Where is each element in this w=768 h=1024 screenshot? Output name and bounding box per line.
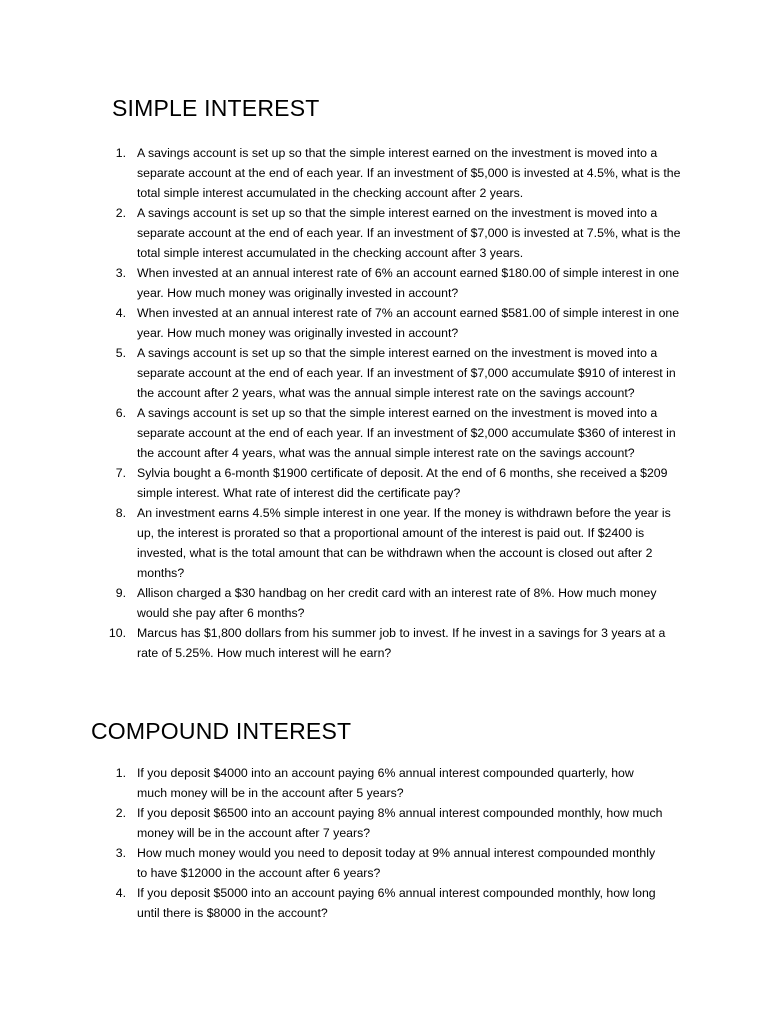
question-item: [106, 143, 686, 203]
simple-interest-heading: SIMPLE INTEREST: [112, 95, 320, 121]
question-item: [106, 303, 686, 343]
compound-interest-heading: COMPOUND INTEREST: [91, 718, 352, 744]
question-text: If you deposit $4000 into an account paying 6% annual interest compounded quarterly, how much money will be in the account after 5 years?: [137, 766, 634, 800]
question-number: 1.: [115, 146, 126, 160]
question-text: If you deposit $6500 into an account paying 8% annual interest compounded monthly, how much money will be in the account after 7 years?: [137, 806, 663, 840]
question-item: [106, 803, 666, 843]
question-text: When invested at an annual interest rate of 7% an account earned $581.00 of simple interest in one year. How much money was originally invested in account?: [137, 306, 680, 340]
question-text: Sylvia bought a 6-month $1900 certificate of deposit. At the end of 6 months, she received a $209 simple interest. What rate of interest did the certificate pay?: [137, 466, 668, 500]
question-number: 7.: [115, 466, 126, 480]
question-text: An investment earns 4.5% simple interest in one year. If the money is withdrawn before the year is up, the interest is prorated so that a proportional amount of the interest is paid out. If $2400 is invested, what is the total amount that can be withdrawn when the account is closed out after 2 months?: [137, 506, 671, 580]
simple-interest-question-list: [106, 143, 686, 663]
question-item: [106, 763, 666, 803]
question-item: [106, 503, 686, 583]
question-item: [106, 403, 686, 463]
question-number: 5.: [115, 346, 126, 360]
question-item: [106, 883, 666, 923]
question-item: [106, 343, 686, 403]
question-number: 2.: [115, 806, 126, 820]
question-text: How much money would you need to deposit today at 9% annual interest compounded monthly to have $12000 in the account after 6 years?: [137, 846, 656, 880]
question-text: When invested at an annual interest rate of 6% an account earned $180.00 of simple interest in one year. How much money was originally invested in account?: [137, 266, 680, 300]
question-text: If you deposit $5000 into an account paying 6% annual interest compounded monthly, how long until there is $8000 in the account?: [137, 886, 656, 920]
question-text: A savings account is set up so that the simple interest earned on the investment is moved into a separate account at the end of each year. If an investment of $2,000 accumulate $360 of interest in the account after 4 years, what was the annual simple interest rate on the savings account?: [137, 406, 676, 460]
question-text: Allison charged a $30 handbag on her credit card with an interest rate of 8%. How much money would she pay after 6 months?: [137, 586, 657, 620]
question-item: [106, 583, 686, 623]
question-item: [106, 843, 666, 883]
question-text: A savings account is set up so that the simple interest earned on the investment is moved into a separate account at the end of each year. If an investment of $7,000 is invested at 7.5%, what is the total simple interest accumulated in the checking account after 3 years.: [137, 206, 681, 260]
question-number: 3.: [115, 846, 126, 860]
question-text: Marcus has $1,800 dollars from his summer job to invest. If he invest in a savings for 3 years at a rate of 5.25%. How much interest will he earn?: [137, 626, 666, 660]
question-number: 4.: [115, 886, 126, 900]
question-number: 1.: [115, 766, 126, 780]
question-item: [106, 203, 686, 263]
question-number: 10.: [108, 626, 126, 640]
question-item: [106, 623, 686, 663]
question-text: A savings account is set up so that the simple interest earned on the investment is moved into a separate account at the end of each year. If an investment of $7,000 accumulate $910 of interest in the account after 2 years, what was the annual simple interest rate on the savings account?: [137, 346, 676, 400]
question-number: 9.: [115, 586, 126, 600]
question-item: [106, 463, 686, 503]
question-number: 8.: [115, 506, 126, 520]
question-number: 4.: [115, 306, 126, 320]
question-number: 2.: [115, 206, 126, 220]
question-number: 3.: [115, 266, 126, 280]
question-text: A savings account is set up so that the simple interest earned on the investment is moved into a separate account at the end of each year. If an investment of $5,000 is invested at 4.5%, what is the total simple interest accumulated in the checking account after 2 years.: [137, 146, 681, 200]
question-item: [106, 263, 686, 303]
question-number: 6.: [115, 406, 126, 420]
compound-interest-question-list: [106, 763, 666, 923]
